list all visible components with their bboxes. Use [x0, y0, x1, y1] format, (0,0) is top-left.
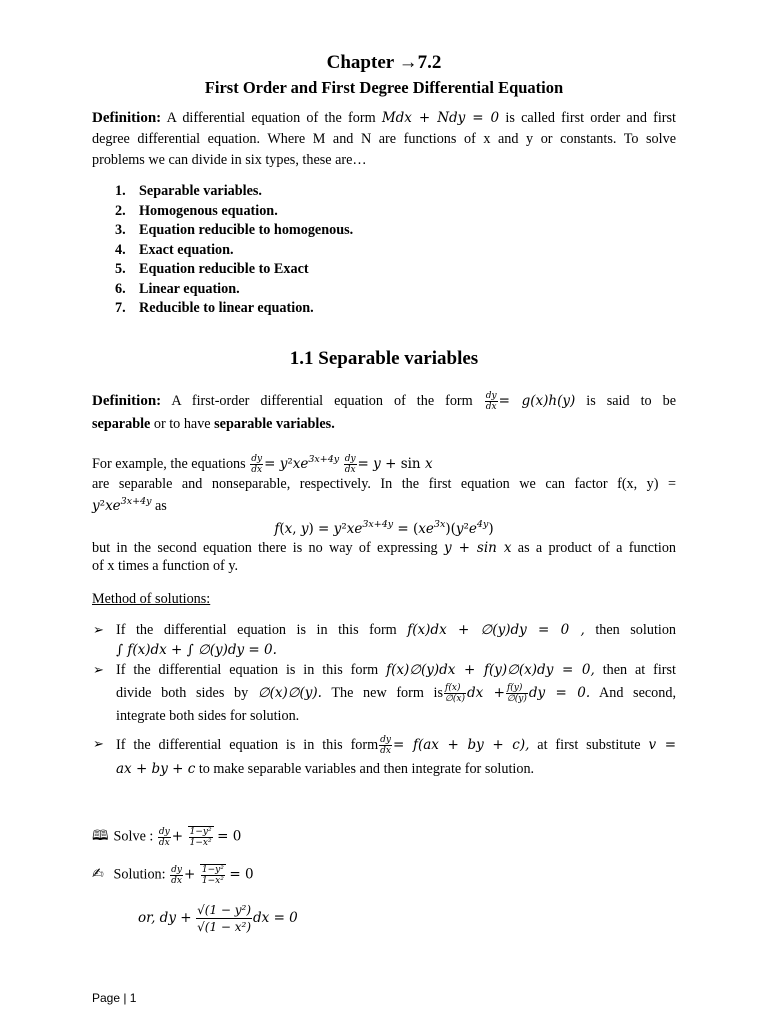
definition-text-a: A differential equation of the form: [166, 110, 376, 126]
list-item: 1. Separable variables.: [115, 183, 262, 199]
list-item: 5. Equation reducible to Exact: [115, 261, 309, 277]
book-icon: 🕮: [92, 828, 109, 845]
types-list: [115, 182, 353, 319]
method-bullet-2: If the differential equation is in this form f(x)∅(y)dx + f(y)∅(x)dy = 0, then at first divide both sides by ∅(x)∅(y). The new form is $\frac{f(x)}{\emptyset(x)}$ dx + $\frac{f(y)}{\emptyset(y)}$ dy = 0. And second, integrate both sides for solution.: [116, 662, 677, 724]
definition-line-1: [92, 108, 676, 129]
bullet-text: The new form is: [331, 685, 444, 701]
method-bullet-1: [116, 620, 676, 660]
bullet-math: ∅(x)∅(y).: [257, 685, 322, 701]
bold-term: separable variables.: [214, 416, 335, 432]
bullet-text: If the differential equation is in this form: [116, 622, 397, 638]
solve-label: Solve :: [113, 828, 154, 845]
bullet-math: ax + by + c: [116, 761, 196, 777]
bullet-text: If the differential equation is in this form: [116, 662, 379, 678]
arrow-bullet-icon: ➢: [93, 736, 104, 751]
definition-line-3: problems we can divide in six types, these are…: [92, 152, 367, 168]
bullet-math: ∫ f(x)dx + ∫ ∅(y)dy = 0.: [116, 642, 277, 658]
bullet-text: then solution: [595, 622, 677, 638]
bullet-math: f(x)∅(y)dx + f(y)∅(x)dy = 0,: [386, 662, 595, 678]
bullet-text: to make separable variables and then integrate for solution.: [198, 761, 535, 777]
list-item: 6. Linear equation.: [115, 280, 240, 297]
example-text-d: but in the second equation there is no way of expressing: [92, 540, 438, 557]
method-heading: Method of solutions:: [92, 591, 211, 607]
example-text-d2: as a product of a function: [517, 540, 677, 557]
definition-math: Mdx + Ndy = 0: [381, 110, 500, 126]
definition-line-2: degree differential equation. Where M and N are functions of x and y or constants. To solve: [92, 131, 676, 147]
bullet-math: f(x)dx + ∅(y)dy = 0 ,: [407, 622, 585, 638]
definition-paragraph: [92, 108, 676, 171]
arrow-bullet-icon: ➢: [93, 662, 104, 677]
bullet-text: If the differential equation is in this form: [116, 737, 379, 753]
bullet-text: integrate both sides for solution.: [116, 708, 300, 724]
example-line-last: of x times a function of y.: [92, 558, 239, 575]
example-math: y + sin x: [443, 540, 512, 557]
section-def-text-b: is said to be: [586, 393, 677, 409]
bullet-text: divide both sides by: [116, 685, 249, 701]
solution-line: ✍ Solution: $\frac{dy}{dx}$ + $\frac{\text{1−y²}}{\text{1−x²}}$ = 0: [92, 864, 254, 887]
solve-line: 🕮 Solve : $\frac{dy}{dx}$ + $\frac{\text{1−y²}}{\text{1−x²}}$ = 0: [92, 826, 242, 849]
list-item: 4. Exact equation.: [115, 241, 234, 258]
section-heading: 1.1 Separable variables: [289, 348, 479, 369]
list-item: 3. Equation reducible to homogenous.: [115, 222, 354, 238]
bullet-math: = f(ax + by + c),: [393, 737, 530, 753]
section-definition: Definition: A first-order differential equation of the form $\frac{dy}{dx}$ = g(x)h(y) is said to be separable or to have separable variables.: [92, 391, 677, 432]
page-number: Page | 1: [92, 991, 137, 1005]
bullet-math: v =: [648, 737, 677, 753]
writing-hand-icon: ✍: [92, 866, 104, 883]
arrow-bullet-icon: ➢: [93, 622, 104, 637]
definition-label: Definition:: [92, 110, 162, 126]
or-line-text: or, dy +: [138, 909, 192, 926]
section-def-label: Definition:: [92, 393, 162, 409]
bullet-text: And second,: [598, 685, 677, 701]
method-bullet-3: If the differential equation is in this form $\frac{dy}{dx}$ = f(ax + by + c), at first substitute v = ax + by + c to make separable variables and then integrate for solution.: [116, 735, 677, 777]
list-item: 2. Homogenous equation.: [115, 202, 278, 219]
chapter-title: Chapter →7.2: [326, 52, 442, 73]
example-formula: f(x, $y) = y^2xe^{3x+4y} = (xe^{3x})(y^2e^{4y})$: [274, 519, 494, 538]
bullet-text: then at first: [602, 662, 676, 678]
example-paragraph: For example, the equations $\frac{dy}{dx}$ = $y^2xe^{3x+4y}$ $\frac{dy}{dx}$ = y + sin x are separable and nonseparable, respectively. In the first equation we can factor f(x, y) = $y^2xe^{3x+4y}$ as f(x, $y) = y^2xe^{3x+4y} = (xe^{3x})(y^2e^{4y})$ but in the second equation there is no way of expressing y + sin x as a product of a function of x times a function of y.: [92, 454, 677, 575]
bold-term: separable: [92, 416, 151, 432]
section-def-text: A first-order differential equation of the form: [171, 393, 473, 409]
connector-text: or to have: [153, 416, 211, 432]
solution-label: Solution:: [113, 866, 166, 883]
section-def-math: = g(x)h(y): [498, 393, 576, 409]
example-line-2: are separable and nonseparable, respectively. In the first equation we can factor f(x, y) =: [92, 476, 676, 493]
example-as: as: [155, 498, 167, 515]
or-line: or, dy + $\frac{\text{√(1 − y²)}}{\text{√(1 − x²)}}$ dx = 0: [138, 903, 298, 934]
example-text: For example, the equations: [92, 456, 246, 472]
definition-text-b: is called first order and first: [505, 110, 676, 126]
list-item: 7. Reducible to linear equation.: [115, 300, 314, 316]
or-line-tail: dx = 0: [253, 909, 298, 926]
bullet-text: at first substitute: [537, 737, 641, 753]
chapter-subtitle: First Order and First Degree Differential Equation: [204, 78, 564, 97]
